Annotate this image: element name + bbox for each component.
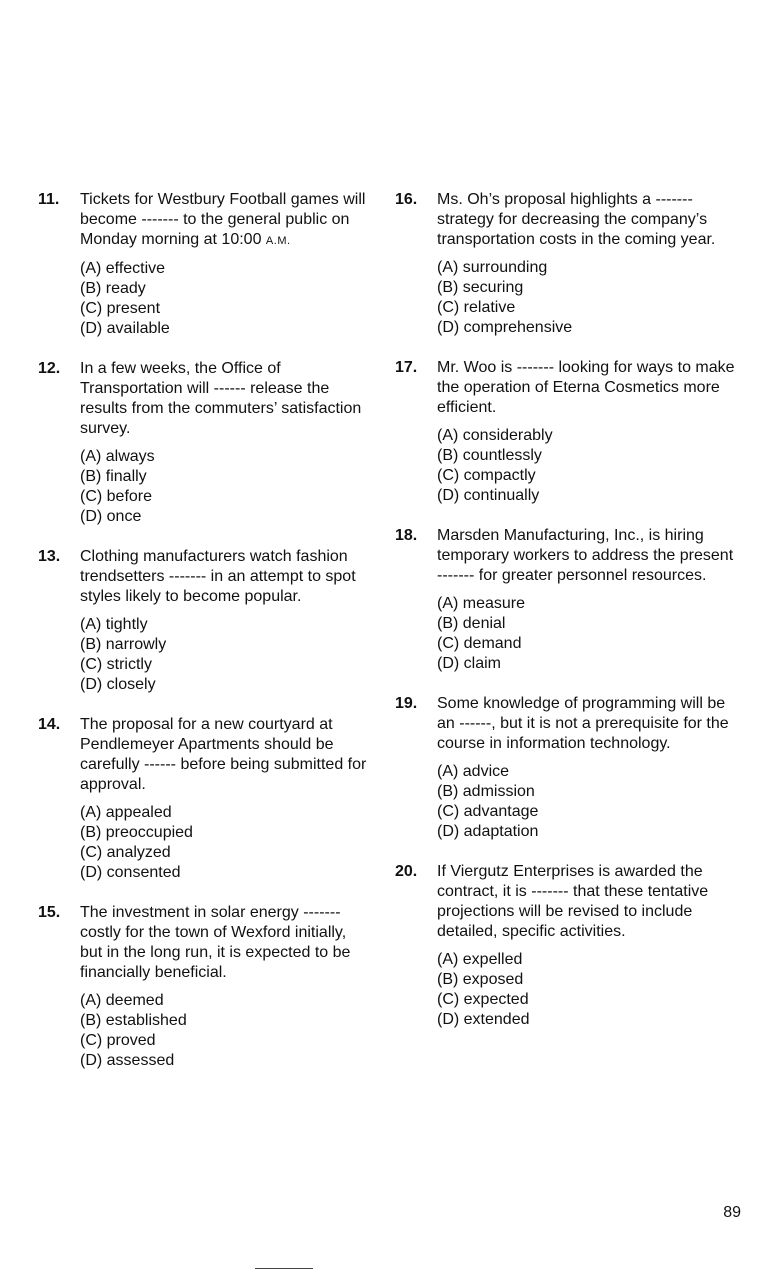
option-d[interactable]: (D) extended: [437, 1011, 530, 1028]
question-number: 15.: [38, 904, 61, 921]
option-b[interactable]: (B) securing: [437, 279, 524, 296]
option-c[interactable]: (C) advantage: [437, 803, 539, 820]
option-b[interactable]: (B) ready: [80, 280, 146, 297]
option-a[interactable]: (A) advice: [437, 763, 510, 780]
option-b[interactable]: (B) preoccupied: [80, 824, 193, 841]
question-number: 11.: [38, 191, 60, 208]
option-a[interactable]: (A) appealed: [80, 804, 172, 821]
question-number: 16.: [395, 191, 418, 208]
right-column: [395, 190, 740, 1030]
question-number: 14.: [38, 716, 61, 733]
option-b[interactable]: (B) narrowly: [80, 636, 167, 653]
option-d[interactable]: (D) adaptation: [437, 823, 539, 840]
option-b[interactable]: (B) admission: [437, 783, 535, 800]
option-c[interactable]: (C) demand: [437, 635, 522, 652]
option-a[interactable]: (A) measure: [437, 595, 526, 612]
option-d[interactable]: (D) continually: [437, 487, 540, 504]
option-c[interactable]: (C) analyzed: [80, 844, 171, 861]
option-d[interactable]: (D) assessed: [80, 1052, 175, 1069]
option-c[interactable]: (C) compactly: [437, 467, 536, 484]
option-c[interactable]: (C) present: [80, 300, 161, 317]
question-stem: If Viergutz Enterprises is awarded the contract, it is ------- that these tentative projections will be revised to include detailed, specific activities.: [437, 863, 709, 940]
question-stem: Tickets for Westbury Football games will become ------- to the general public on Monday morning at 10:00 A.M.: [80, 191, 366, 248]
bottom-rule: [255, 1268, 313, 1269]
option-a[interactable]: (A) expelled: [437, 951, 523, 968]
question-15: [38, 903, 368, 1071]
option-d[interactable]: (D) closely: [80, 676, 156, 693]
option-a[interactable]: (A) deemed: [80, 992, 164, 1009]
option-d[interactable]: (D) claim: [437, 655, 501, 672]
question-stem: Ms. Oh’s proposal highlights a ------- strategy for decreasing the company’s transportation costs in the coming year.: [437, 191, 716, 248]
question-stem: In a few weeks, the Office of Transportation will ------ release the results from the commuters’ satisfaction survey.: [80, 360, 362, 437]
left-column: [38, 190, 368, 1071]
option-b[interactable]: (B) exposed: [437, 971, 524, 988]
option-c[interactable]: (C) relative: [437, 299, 516, 316]
question-14: [38, 715, 368, 883]
question-stem: The proposal for a new courtyard at Pendlemeyer Apartments should be carefully ------ before being submitted for approval.: [80, 716, 367, 793]
page-number: 89: [723, 1204, 741, 1221]
question-18: [395, 526, 740, 674]
question-stem: Marsden Manufacturing, Inc., is hiring temporary workers to address the present ------- for greater personnel resources.: [437, 527, 734, 584]
option-a[interactable]: (A) tightly: [80, 616, 148, 633]
option-d[interactable]: (D) consented: [80, 864, 181, 881]
question-12: [38, 359, 368, 527]
option-b[interactable]: (B) countlessly: [437, 447, 542, 464]
question-number: 13.: [38, 548, 61, 565]
question-13: [38, 547, 368, 695]
option-c[interactable]: (C) expected: [437, 991, 529, 1008]
option-a[interactable]: (A) always: [80, 448, 155, 465]
question-17: [395, 358, 740, 506]
question-number: 12.: [38, 360, 61, 377]
question-number: 17.: [395, 359, 418, 376]
option-a[interactable]: (A) surrounding: [437, 259, 548, 276]
option-b[interactable]: (B) established: [80, 1012, 187, 1029]
question-number: 19.: [395, 695, 418, 712]
question-20: [395, 862, 740, 1030]
option-a[interactable]: (A) considerably: [437, 427, 553, 444]
option-d[interactable]: (D) comprehensive: [437, 319, 573, 336]
option-c[interactable]: (C) strictly: [80, 656, 152, 673]
question-stem: Mr. Woo is ------- looking for ways to make the operation of Eterna Cosmetics more efficient.: [437, 359, 735, 416]
option-b[interactable]: (B) denial: [437, 615, 506, 632]
option-b[interactable]: (B) finally: [80, 468, 147, 485]
option-c[interactable]: (C) before: [80, 488, 153, 505]
question-stem: Some knowledge of programming will be an ------, but it is not a prerequisite for the course in information technology.: [437, 695, 729, 752]
question-19: [395, 694, 740, 842]
option-c[interactable]: (C) proved: [80, 1032, 156, 1049]
option-d[interactable]: (D) available: [80, 320, 170, 337]
question-16: [395, 190, 740, 338]
question-number: 20.: [395, 863, 418, 880]
option-d[interactable]: (D) once: [80, 508, 142, 525]
option-a[interactable]: (A) effective: [80, 260, 166, 277]
question-11: [38, 190, 368, 339]
question-number: 18.: [395, 527, 418, 544]
question-stem: Clothing manufacturers watch fashion trendsetters ------- in an attempt to spot styles likely to become popular.: [80, 548, 356, 605]
question-stem: The investment in solar energy ------- costly for the town of Wexford initially, but in the long run, it is expected to be financially beneficial.: [80, 904, 351, 981]
